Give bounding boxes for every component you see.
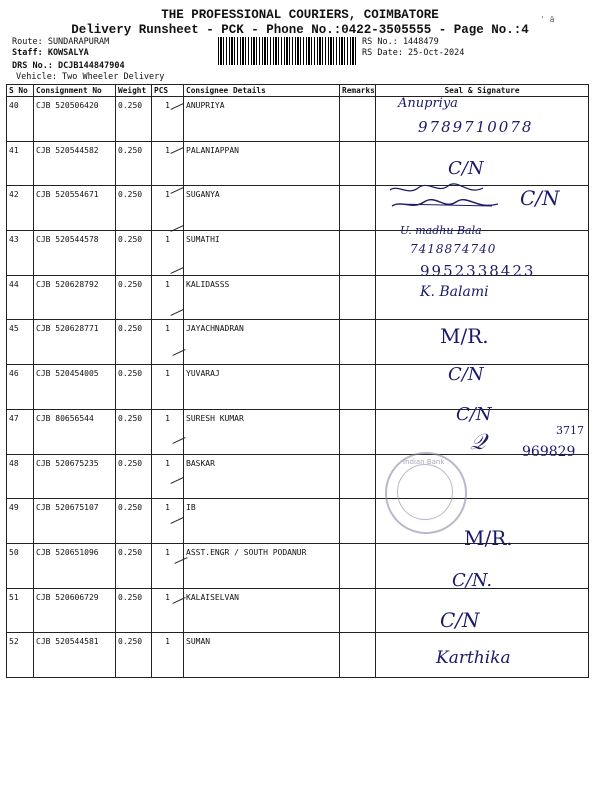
cell-sno: 48: [7, 454, 34, 499]
cell-sno: 51: [7, 588, 34, 633]
cell-consignee: YUVARAJ: [184, 365, 340, 410]
cell-weight: 0.250: [116, 499, 152, 544]
handwritten-phone: 9952338423: [420, 262, 536, 280]
handwritten-status: C/N: [456, 404, 492, 425]
handwritten-status: M/R.: [464, 526, 513, 550]
cell-remarks: [340, 409, 376, 454]
scribbled-out-writing: [388, 180, 518, 216]
cell-weight: 0.250: [116, 365, 152, 410]
col-consignee: Consignee Details: [184, 85, 340, 97]
cell-consignee: SURESH KUMAR: [184, 409, 340, 454]
cell-consignee: IB: [184, 499, 340, 544]
cell-pcs: 1: [152, 186, 184, 231]
table-row: [7, 365, 589, 410]
vehicle-label: Vehicle: Two Wheeler Delivery: [16, 72, 165, 82]
cell-sno: 43: [7, 231, 34, 276]
cell-pcs: 1: [152, 365, 184, 410]
cell-sno: 44: [7, 275, 34, 320]
runsheet-title: Delivery Runsheet - PCK - Phone No.:0422-3505555 - Page No.:4: [71, 23, 529, 37]
cell-consignee: ANUPRIYA: [184, 97, 340, 142]
handwritten-name: U. madhu Bala: [400, 224, 482, 237]
cell-pcs: 1: [152, 97, 184, 142]
cell-weight: 0.250: [116, 409, 152, 454]
cell-remarks: [340, 275, 376, 320]
cell-consignee: PALANIAPPAN: [184, 141, 340, 186]
runsheet-table: [6, 84, 589, 678]
cell-weight: 0.250: [116, 97, 152, 142]
cell-sno: 47: [7, 409, 34, 454]
table-row: [7, 454, 589, 499]
col-remarks: Remarks: [340, 85, 376, 97]
cell-sno: 40: [7, 97, 34, 142]
cell-consignee: SUMATHI: [184, 231, 340, 276]
handwritten-name: K. Balami: [420, 284, 489, 300]
cell-remarks: [340, 97, 376, 142]
cell-consignment-no: CJB 520628771: [34, 320, 116, 365]
cell-consignment-no: CJB 520506420: [34, 97, 116, 142]
cell-consignment-no: CJB 520675235: [34, 454, 116, 499]
cell-consignee: JAYACHNADRAN: [184, 320, 340, 365]
cell-pcs: 1: [152, 633, 184, 678]
handwritten-signature: Karthika: [436, 648, 511, 668]
col-consignment: Consignment No: [34, 85, 116, 97]
cell-weight: 0.250: [116, 588, 152, 633]
cell-consignment-no: CJB 80656544: [34, 409, 116, 454]
handwritten-signature: Anupriya: [398, 96, 458, 111]
handwritten-signature: 𝒬: [470, 430, 486, 455]
cell-consignment-no: CJB 520454005: [34, 365, 116, 410]
cell-sno: 46: [7, 365, 34, 410]
cell-weight: 0.250: [116, 633, 152, 678]
cell-seal-signature: [376, 588, 589, 633]
cell-remarks: [340, 499, 376, 544]
cell-weight: 0.250: [116, 275, 152, 320]
cell-consignment-no: CJB 520651096: [34, 543, 116, 588]
handwritten-phone: 9789710078: [418, 118, 534, 136]
cell-weight: 0.250: [116, 320, 152, 365]
route-label: Route: SUNDARAPURAM: [12, 37, 110, 47]
cell-pcs: 1: [152, 499, 184, 544]
col-seal: Seal & Signature: [376, 85, 589, 97]
cell-weight: 0.250: [116, 543, 152, 588]
cell-pcs: 1: [152, 231, 184, 276]
cell-consignment-no: CJB 520554671: [34, 186, 116, 231]
cell-consignee: SUGANYA: [184, 186, 340, 231]
table-row: [7, 543, 589, 588]
bank-stamp: Indian Bank: [385, 452, 467, 534]
rs-no-label: RS No.: 1448479: [362, 37, 439, 47]
cell-remarks: [340, 186, 376, 231]
cell-consignee: SUMAN: [184, 633, 340, 678]
cell-remarks: [340, 588, 376, 633]
handwritten-status: C/N: [448, 158, 484, 179]
table-row: [7, 588, 589, 633]
cell-consignment-no: CJB 520544581: [34, 633, 116, 678]
cell-consignment-no: CJB 520544582: [34, 141, 116, 186]
col-pcs: PCS: [152, 85, 184, 97]
handwritten-status: C/N: [448, 364, 484, 385]
cell-weight: 0.250: [116, 186, 152, 231]
cell-remarks: [340, 633, 376, 678]
cell-sno: 52: [7, 633, 34, 678]
handwritten-status: C/N: [440, 608, 480, 632]
cell-remarks: [340, 320, 376, 365]
cell-remarks: [340, 141, 376, 186]
cell-sno: 42: [7, 186, 34, 231]
cell-pcs: 1: [152, 543, 184, 588]
handwritten-number: 969829: [522, 444, 576, 460]
handwritten-status: C/N.: [452, 570, 493, 591]
cell-remarks: [340, 231, 376, 276]
cell-pcs: 1: [152, 454, 184, 499]
cell-sno: 45: [7, 320, 34, 365]
handwritten-status: C/N: [520, 186, 560, 210]
corner-mark: ' ä: [540, 15, 555, 24]
staff-label: Staff: KOWSALYA: [12, 48, 89, 58]
cell-consignment-no: CJB 520606729: [34, 588, 116, 633]
cell-pcs: 1: [152, 409, 184, 454]
table-header-row: [7, 85, 589, 97]
table-row: [7, 320, 589, 365]
cell-consignee: KALAISELVAN: [184, 588, 340, 633]
table-row: [7, 409, 589, 454]
cell-pcs: 1: [152, 275, 184, 320]
col-weight: Weight: [116, 85, 152, 97]
handwritten-status: M/R.: [440, 324, 489, 348]
cell-sno: 50: [7, 543, 34, 588]
cell-consignee: KALIDASSS: [184, 275, 340, 320]
cell-remarks: [340, 543, 376, 588]
cell-weight: 0.250: [116, 141, 152, 186]
cell-pcs: 1: [152, 320, 184, 365]
company-title: THE PROFESSIONAL COURIERS, COIMBATORE: [161, 8, 439, 22]
cell-consignee: ASST.ENGR / SOUTH PODANUR: [184, 543, 340, 588]
drs-label: DRS No.: DCJB144847904: [12, 61, 125, 71]
cell-consignment-no: CJB 520675107: [34, 499, 116, 544]
rs-date-label: RS Date: 25-Oct-2024: [362, 48, 465, 58]
handwritten-phone: 7418874740: [410, 242, 497, 256]
cell-pcs: 1: [152, 141, 184, 186]
cell-remarks: [340, 365, 376, 410]
cell-remarks: [340, 454, 376, 499]
cell-weight: 0.250: [116, 454, 152, 499]
handwritten-number: 3717: [556, 424, 584, 437]
barcode: [218, 37, 358, 65]
cell-weight: 0.250: [116, 231, 152, 276]
table-row: [7, 275, 589, 320]
cell-consignee: BASKAR: [184, 454, 340, 499]
col-sno: S No: [7, 85, 34, 97]
cell-consignment-no: CJB 520544578: [34, 231, 116, 276]
cell-sno: 41: [7, 141, 34, 186]
cell-sno: 49: [7, 499, 34, 544]
cell-pcs: 1: [152, 588, 184, 633]
cell-consignment-no: CJB 520628792: [34, 275, 116, 320]
